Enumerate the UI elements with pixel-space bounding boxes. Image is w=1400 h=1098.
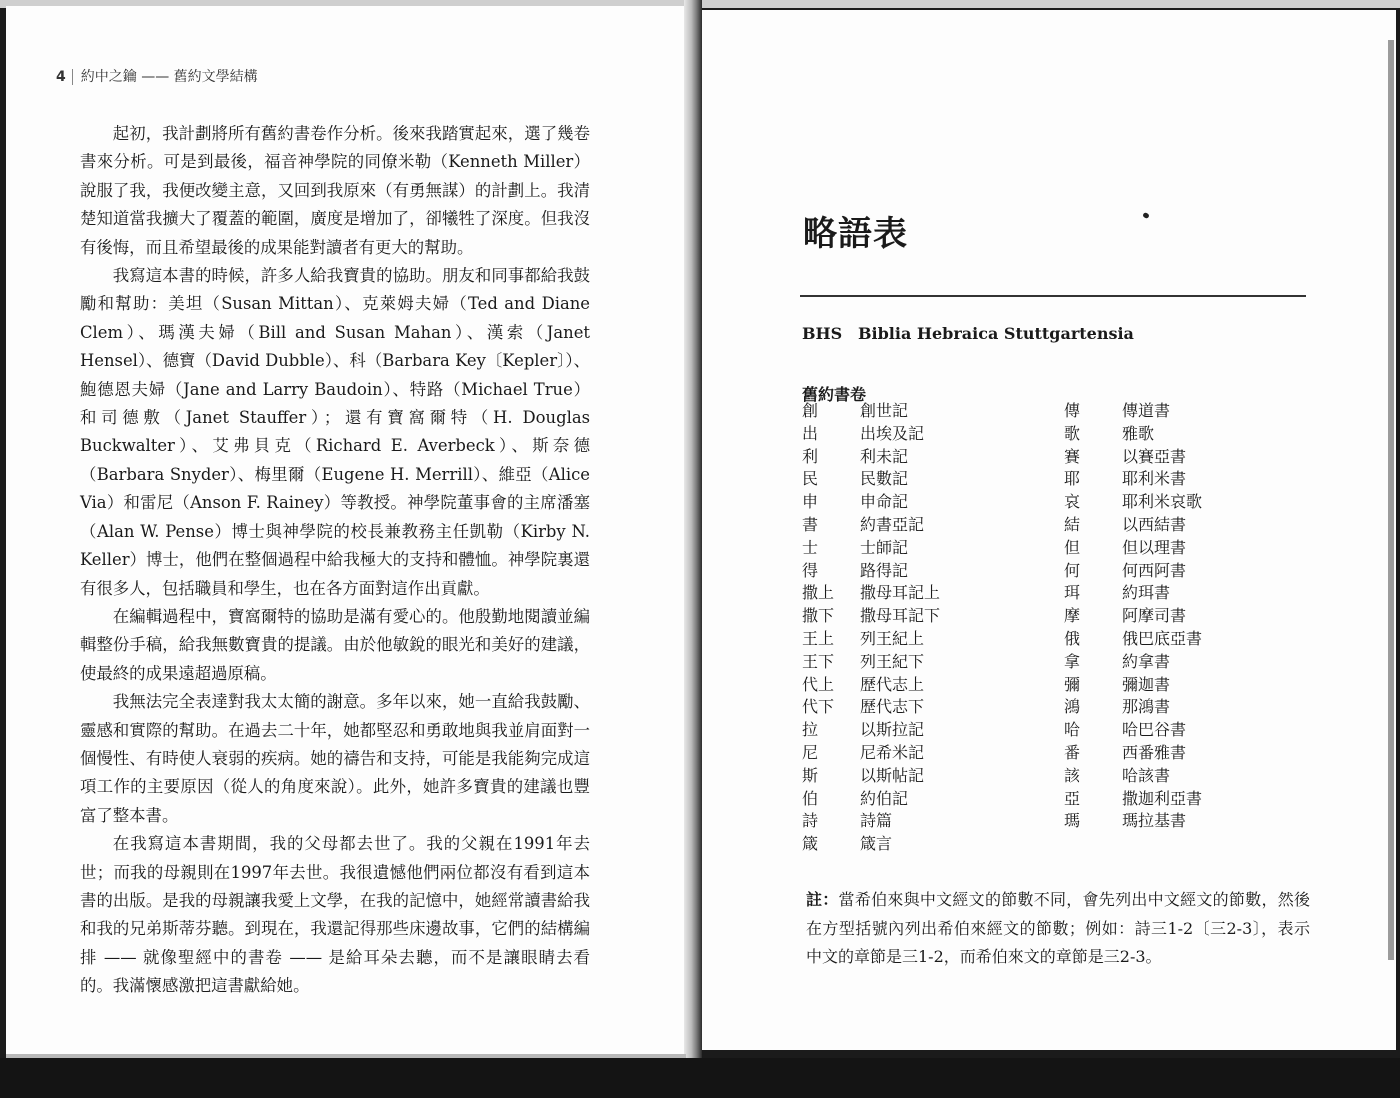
book-name: 詩篇 — [860, 811, 893, 831]
book-abbr: 代上 — [802, 674, 835, 694]
book-row — [802, 810, 940, 833]
book-abbr: 但 — [1064, 537, 1081, 557]
book-row — [1064, 560, 1202, 583]
book-name: 歷代志下 — [860, 697, 925, 717]
book-abbr: 箴 — [802, 834, 819, 854]
book-abbr: 歌 — [1064, 423, 1081, 443]
book-abbr: 王上 — [802, 628, 835, 648]
book-row — [802, 674, 940, 697]
book-abbr: 摩 — [1064, 606, 1081, 626]
book-row — [802, 742, 940, 765]
book-abbr: 耶 — [1064, 469, 1081, 489]
book-abbr: 王下 — [802, 651, 835, 671]
paragraph: 在我寫這本書期間，我的父母都去世了。我的父親在1991年去世；而我的母親則在1997年去世。我很遺憾他們兩位都沒有看到這本書的出版。是我的母親讓我愛上文學，在我的記憶中，她經常讀書給我和我的兄弟斯蒂芬聽。到現在，我還記得那些床邊故事，它們的結構編排 —— 就像聖經中的書卷 —— 是給耳朵去聽，而不是讓眼睛去看的。我滿懷感激把這書獻給她。 — [80, 834, 590, 996]
book-row — [1064, 446, 1202, 469]
header-divider — [72, 69, 73, 85]
note-text: 當希伯來與中文經文的節數不同，會先列出中文經文的節數，然後在方型括號內列出希伯來經文的節數；例如：詩三1-2〔三2-3〕，表示中文的章節是三1-2，而希伯來文的章節是三2-3。 — [806, 890, 1310, 966]
paragraph: 在編輯過程中，寶窩爾特的協助是滿有愛心的。他殷勤地閱讀並編輯整份手稿，給我無數寶貴的提議。由於他敏銳的眼光和美好的建議，使最終的成果遠超過原稿。 — [80, 606, 590, 683]
book-row — [1064, 514, 1202, 537]
book-row — [1064, 674, 1202, 697]
book-name: 列王紀上 — [860, 628, 925, 648]
book-abbr: 得 — [802, 560, 819, 580]
book-name: 西番雅書 — [1122, 742, 1187, 762]
book-abbr: 尼 — [802, 742, 819, 762]
book-name: 撒迦利亞書 — [1122, 788, 1203, 808]
book-name: 哈巴谷書 — [1122, 720, 1187, 740]
book-name: 以斯帖記 — [860, 765, 925, 785]
book-row — [1064, 423, 1202, 446]
book-name: 以斯拉記 — [860, 720, 925, 740]
book-name: 創世記 — [860, 401, 909, 420]
book-name: 阿摩司書 — [1122, 606, 1187, 626]
book-row — [802, 537, 940, 560]
book-abbr: 申 — [802, 492, 819, 512]
book-name: 路得記 — [860, 560, 909, 580]
book-abbr: 出 — [802, 423, 819, 443]
book-spine — [684, 0, 702, 1070]
book-name: 何西阿書 — [1122, 560, 1187, 580]
book-name: 約書亞記 — [860, 514, 925, 534]
running-header — [56, 66, 258, 86]
book-abbr: 賽 — [1064, 446, 1081, 466]
paragraph: 我寫這本書的時候，許多人給我寶貴的協助。朋友和同事都給我鼓勵和幫助：美坦（Susan Mittan）、克萊姆夫婦（Ted and Diane Clem）、瑪漢夫婦（Bill and Susan Mahan）、漢索（Janet Hensel）、德寶（David Dubble）、科（Barbara Key〔Kepler〕）、鮑德恩夫婦（Jane and Larry Baudoin）、特路（Michael True）和司德敷（Janet Stauffer）；還有寶窩爾特（H. Douglas Buckwalter）、艾弗貝克（Richard E. Averbeck）、斯奈德（Barbara Snyder）、梅里爾（Eugene H. Merrill）、維亞（Alice Via）和雷尼（Anson F. Rainey）等教授。神學院董事會的主席潘塞（Alan W. Pense）博士與神學院的校長兼教務主任凱勒（Kirby N. Keller）博士，他們在整個過程中給我極大的支持和體恤。神學院裏還有很多人，包括職員和學生，也在各方面對這作出貢獻。 — [80, 266, 590, 598]
book-row — [802, 560, 940, 583]
page-number: 4 — [56, 69, 66, 85]
book-row — [1064, 810, 1202, 833]
book-row — [1064, 605, 1202, 628]
book-name: 耶利米哀歌 — [1122, 492, 1203, 512]
book-abbr: 彌 — [1064, 674, 1081, 694]
book-abbr: 鴻 — [1064, 697, 1081, 717]
book-name: 列王紀下 — [860, 651, 925, 671]
book-abbr: 斯 — [802, 765, 819, 785]
book-abbr: 哀 — [1064, 492, 1081, 512]
book-row — [1064, 468, 1202, 491]
book-row — [802, 628, 940, 651]
book-name: 耶利米書 — [1122, 469, 1187, 489]
book-name: 約拿書 — [1122, 651, 1171, 671]
book-row — [802, 582, 940, 605]
book-abbr: 瑪 — [1064, 811, 1081, 831]
book-name: 利未記 — [860, 446, 909, 466]
book-abbr: 拿 — [1064, 651, 1081, 671]
book-row — [802, 833, 940, 856]
book-abbr: 傳 — [1064, 401, 1081, 420]
paragraph: 我無法完全表達對我太太簡的謝意。多年以來，她一直給我鼓勵、靈感和實際的幫助。在過去二十年，她都堅忍和勇敢地與我並肩面對一個慢性、有時使人衰弱的疾病。她的禱告和支持，可能是我能夠完成這項工作的主要原因（從人的角度來說）。此外，她許多寶貴的建議也豐富了整本書。 — [80, 692, 590, 825]
book-abbr: 民 — [802, 469, 819, 489]
book-name: 約伯記 — [860, 788, 909, 808]
book-name: 撒母耳記上 — [860, 583, 941, 603]
book-row — [1064, 628, 1202, 651]
book-row — [802, 400, 940, 423]
book-row — [802, 765, 940, 788]
book-row — [1064, 765, 1202, 788]
book-abbr: 拉 — [802, 720, 819, 740]
bhs-entry — [802, 324, 1134, 343]
title-rule — [800, 295, 1306, 297]
book-name: 民數記 — [860, 469, 909, 489]
running-header-text: 約中之鑰 —— 舊約文學結構 — [80, 69, 258, 85]
book-name: 以西結書 — [1122, 514, 1187, 534]
book-abbr: 代下 — [802, 697, 835, 717]
book-abbr: 番 — [1064, 742, 1081, 762]
book-abbr: 創 — [802, 401, 819, 420]
book-name: 士師記 — [860, 537, 909, 557]
book-abbr: 哈 — [1064, 720, 1081, 740]
footnote — [806, 886, 1310, 972]
book-row — [1064, 696, 1202, 719]
book-abbr: 利 — [802, 446, 819, 466]
book-abbr: 書 — [802, 514, 819, 534]
book-row — [1064, 651, 1202, 674]
book-name: 那鴻書 — [1122, 697, 1171, 717]
paragraph: 起初，我計劃將所有舊約書卷作分析。後來我踏實起來，選了幾卷書來分析。可是到最後，福音神學院的同僚米勒（Kenneth Miller）說服了我，我便改變主意，又回到我原來（有勇無謀）的計劃上。我清楚知道當我擴大了覆蓋的範圍，廣度是增加了，卻犧牲了深度。但我沒有後悔，而且希望最後的成果能對讀者有更大的幫助。 — [80, 124, 590, 257]
book-abbr: 撒上 — [802, 583, 835, 603]
book-name: 彌迦書 — [1122, 674, 1171, 694]
book-name: 出埃及記 — [860, 423, 925, 443]
book-name: 以賽亞書 — [1122, 446, 1187, 466]
book-abbr: 結 — [1064, 514, 1081, 534]
book-row — [802, 605, 940, 628]
page-edge-right — [1388, 40, 1394, 960]
book-row — [802, 514, 940, 537]
book-name: 箴言 — [860, 834, 893, 854]
book-row — [802, 651, 940, 674]
book-name: 俄巴底亞書 — [1122, 628, 1203, 648]
book-row — [802, 446, 940, 469]
book-abbr: 珥 — [1064, 583, 1081, 603]
book-list-column-2 — [1064, 400, 1202, 833]
book-row — [802, 491, 940, 514]
section-title: 舊約書卷 — [802, 385, 867, 404]
page-title: 略語表 — [803, 214, 908, 254]
book-row — [1064, 742, 1202, 765]
book-abbr: 撒下 — [802, 606, 835, 626]
book-name: 尼希米記 — [860, 742, 925, 762]
bhs-full: Biblia Hebraica Stuttgartensia — [858, 324, 1134, 343]
scan-bottom-edge — [0, 1058, 1400, 1098]
book-row — [1064, 719, 1202, 742]
book-row — [802, 788, 940, 811]
book-abbr: 俄 — [1064, 628, 1081, 648]
book-name: 撒母耳記下 — [860, 606, 941, 626]
book-row — [802, 423, 940, 446]
book-list-column-1 — [802, 400, 940, 856]
book-row — [1064, 491, 1202, 514]
note-label: 註： — [806, 890, 839, 909]
book-name: 瑪拉基書 — [1122, 811, 1187, 831]
book-row — [1064, 537, 1202, 560]
book-name: 申命記 — [860, 492, 909, 512]
body-text — [80, 120, 590, 1001]
book-abbr: 亞 — [1064, 788, 1081, 808]
book-row — [1064, 788, 1202, 811]
book-abbr: 伯 — [802, 788, 819, 808]
book-abbr: 該 — [1064, 765, 1081, 785]
book-abbr: 詩 — [802, 811, 819, 831]
book-row — [1064, 582, 1202, 605]
book-name: 歷代志上 — [860, 674, 925, 694]
book-row — [802, 696, 940, 719]
book-name: 但以理書 — [1122, 537, 1187, 557]
book-row — [802, 468, 940, 491]
book-name: 哈該書 — [1122, 765, 1171, 785]
book-row — [1064, 400, 1202, 423]
book-abbr: 士 — [802, 537, 819, 557]
book-name: 傳道書 — [1122, 401, 1171, 420]
book-abbr: 何 — [1064, 560, 1081, 580]
bhs-abbr: BHS — [802, 324, 843, 343]
book-name: 約珥書 — [1122, 583, 1171, 603]
book-name: 雅歌 — [1122, 423, 1155, 443]
book-row — [802, 719, 940, 742]
